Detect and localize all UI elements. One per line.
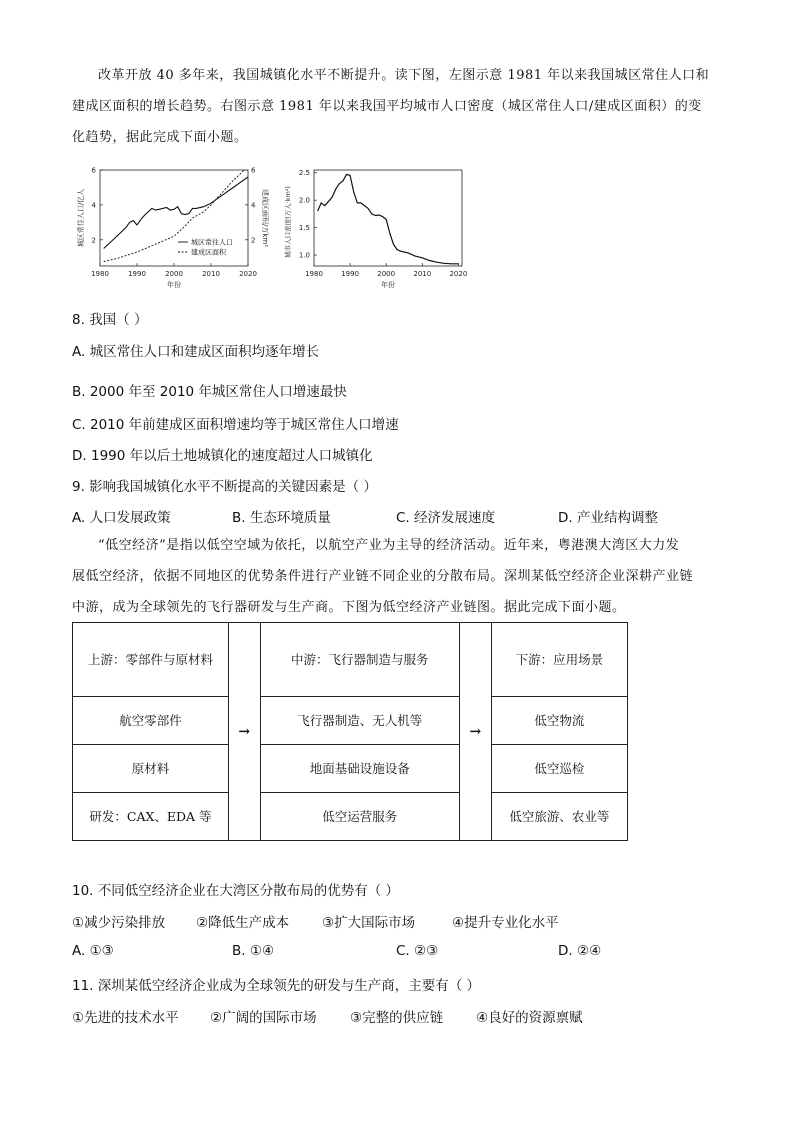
question-11-item: ①先进的技术水平 <box>72 1010 179 1026</box>
y-axis-label: 城市人口密度(万人·km²) <box>284 186 292 258</box>
x-tick-label: 2010 <box>413 270 432 278</box>
question-11-item: ④良好的资源禀赋 <box>476 1010 583 1026</box>
industry-chain-table <box>72 622 628 841</box>
intro-line: 建成区面积的增长趋势。右图示意 1981 年以来我国平均城市人口密度（城区常住人口/建成区面积）的变 <box>72 99 702 114</box>
question-11-stem: 11. 深圳某低空经济企业成为全球领先的研发与生产商，主要有（ ） <box>72 978 481 994</box>
y-tick-label: 2.0 <box>298 196 310 205</box>
legend-label: 建成区面积 <box>191 248 226 257</box>
question-8-stem: 8. 我国（ ） <box>72 312 148 328</box>
y-right-tick-label: 2 <box>251 236 256 245</box>
passage-line: “低空经济”是指以低空空域为依托，以航空产业为主导的经济活动。近年来，粤港澳大湾区大力发 <box>98 538 680 553</box>
question-9-option-c[interactable]: C. 经济发展速度 <box>396 510 496 526</box>
midstream-cell: 低空运营服务 <box>260 793 460 841</box>
question-8-option-c[interactable]: C. 2010 年前建成区面积增速均等于城区常住人口增速 <box>72 417 399 433</box>
question-9-option-d[interactable]: D. 产业结构调整 <box>558 510 658 526</box>
question-10-options <box>72 943 722 959</box>
question-10-item: ②降低生产成本 <box>196 915 290 931</box>
downstream-cell: 低空旅游、农业等 <box>491 793 627 841</box>
y-left-tick-label: 2 <box>91 236 96 245</box>
question-8-option-d[interactable]: D. 1990 年以后土地城镇化的速度超过人口城镇化 <box>72 448 373 464</box>
x-tick-label: 2020 <box>239 270 257 278</box>
density-series-line <box>318 174 459 263</box>
question-9-stem: 9. 影响我国城镇化水平不断提高的关键因素是（ ） <box>72 479 377 495</box>
question-9-option-a[interactable]: A. 人口发展政策 <box>72 510 171 526</box>
arrow-icon: → <box>460 623 492 841</box>
question-10-stem: 10. 不同低空经济企业在大湾区分散布局的优势有（ ） <box>72 883 400 899</box>
x-tick-label: 1990 <box>128 270 146 278</box>
midstream-header: 中游：飞行器制造与服务 <box>260 623 460 697</box>
x-axis-label: 年份 <box>381 281 395 289</box>
upstream-cell: 原材料 <box>73 745 229 793</box>
midstream-cell: 飞行器制造、无人机等 <box>260 697 460 745</box>
downstream-cell: 低空巡检 <box>491 745 627 793</box>
downstream-header: 下游：应用场景 <box>491 623 627 697</box>
plot-frame <box>314 170 462 266</box>
question-10-option-a[interactable]: A. ①③ <box>72 943 114 959</box>
x-tick-label: 2020 <box>449 270 468 278</box>
y-tick-label: 2.5 <box>298 169 310 178</box>
x-tick-label: 2010 <box>202 270 220 278</box>
y-tick-label: 1.0 <box>298 251 310 260</box>
question-8-option-a[interactable]: A. 城区常住人口和建成区面积均逐年增长 <box>72 344 320 360</box>
y-right-tick-label: 4 <box>251 201 256 210</box>
question-10-item: ③扩大国际市场 <box>322 915 416 931</box>
legend-label: 城区常住人口 <box>191 238 233 247</box>
passage-line: 展低空经济，依据不同地区的优势条件进行产业链不同企业的分散布局。深圳某低空经济企业深耕产业链 <box>72 569 694 584</box>
x-tick-label: 1980 <box>91 270 109 278</box>
question-11-items <box>72 1006 722 1026</box>
intro-paragraph <box>72 60 722 153</box>
question-11-item: ③完整的供应链 <box>350 1010 444 1026</box>
question-10-option-c[interactable]: C. ②③ <box>396 943 439 959</box>
question-8-option-b[interactable]: B. 2000 年至 2010 年城区常住人口增速最快 <box>72 384 347 400</box>
question-10-option-b[interactable]: B. ①④ <box>232 943 275 959</box>
question-9-option-b[interactable]: B. 生态环境质量 <box>232 510 331 526</box>
arrow-icon: → <box>228 623 260 841</box>
low-altitude-passage <box>72 530 722 623</box>
y-right-tick-label: 6 <box>251 166 256 175</box>
x-axis-label: 年份 <box>167 281 181 289</box>
upstream-cell: 研发：CAX、EDA 等 <box>73 793 229 841</box>
x-tick-label: 1980 <box>305 270 323 278</box>
question-9-options <box>72 506 722 526</box>
y-left-axis-label: 城区常住人口/亿人 <box>77 188 85 248</box>
y-left-tick-label: 4 <box>91 201 96 210</box>
y-right-axis-label: 建成区面积/万km² <box>261 188 269 248</box>
passage-line: 中游，成为全球领先的飞行器研发与生产商。下图为低空经济产业链图。据此完成下面小题。 <box>72 600 626 615</box>
question-10-item: ④提升专业化水平 <box>452 915 559 931</box>
y-tick-label: 1.5 <box>298 224 310 233</box>
x-tick-label: 1990 <box>341 270 360 278</box>
intro-line: 改革开放 40 多年来，我国城镇化水平不断提升。读下图，左图示意 1981 年以来我国城区常住人口和 <box>98 68 710 83</box>
x-tick-label: 2000 <box>377 270 396 278</box>
question-10-option-d[interactable]: D. ②④ <box>558 943 602 959</box>
upstream-cell: 航空零部件 <box>73 697 229 745</box>
y-left-tick-label: 6 <box>91 166 96 175</box>
midstream-cell: 地面基础设施设备 <box>260 745 460 793</box>
downstream-cell: 低空物流 <box>491 697 627 745</box>
question-10-items <box>72 911 722 931</box>
question-10-item: ①减少污染排放 <box>72 915 166 931</box>
intro-line: 化趋势，据此完成下面小题。 <box>72 130 248 145</box>
question-11-item: ②广阔的国际市场 <box>210 1010 317 1026</box>
density-chart <box>280 160 470 290</box>
x-tick-label: 2000 <box>165 270 183 278</box>
upstream-header: 上游：零部件与原材料 <box>73 623 229 697</box>
population-area-chart <box>70 160 270 290</box>
